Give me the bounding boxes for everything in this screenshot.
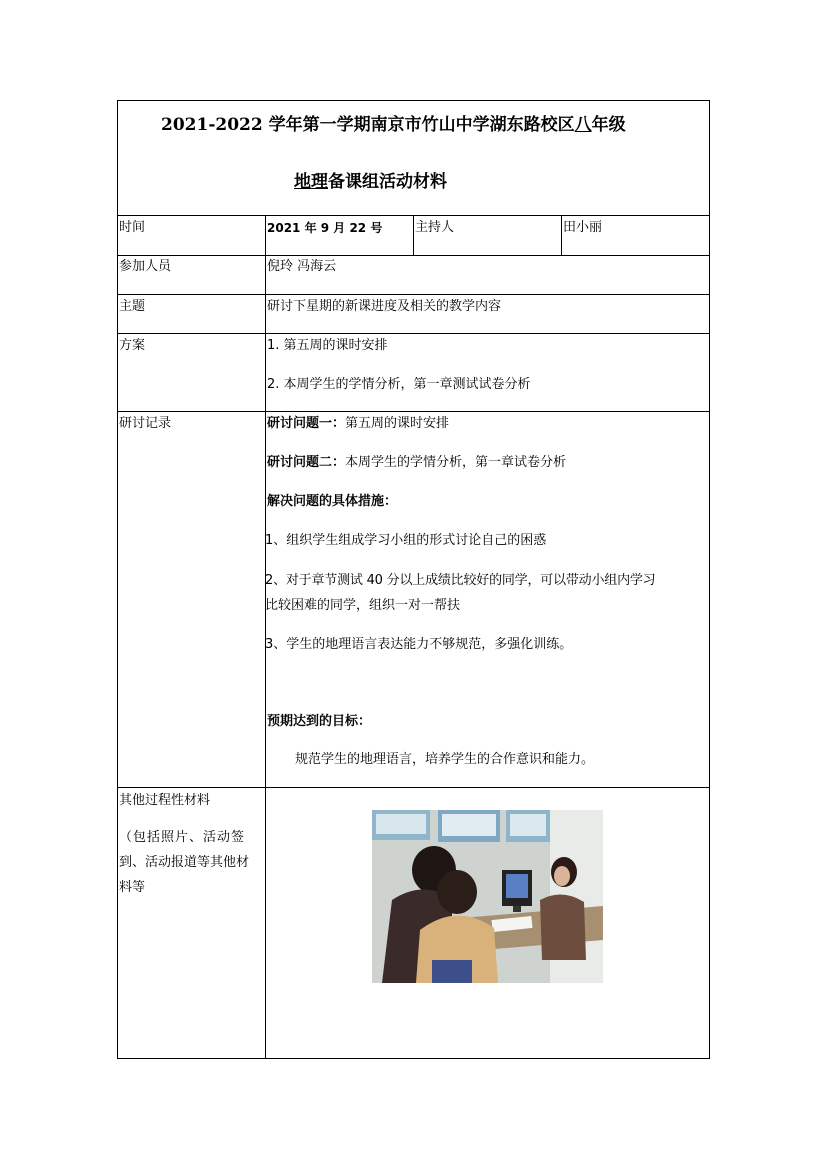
title-part-a: 2021-2022 学年第一学期南京市竹山中学湖东路校区 <box>161 115 575 135</box>
q1-label: 研讨问题一： <box>267 416 346 431</box>
other-note-1: （包括照片、活动签 <box>119 830 246 845</box>
measures-label: 解决问题的具体措施： <box>267 494 398 509</box>
topic-label: 主题 <box>119 299 146 314</box>
table-border-right <box>709 100 710 1059</box>
q1-text: 第五周的课时安排 <box>345 416 450 431</box>
page-title-line2 <box>294 171 447 193</box>
table-border-row3 <box>117 294 710 295</box>
title-part-c: 备课组活动材料 <box>328 172 447 192</box>
q2-label: 研讨问题二： <box>267 455 346 470</box>
plan-item: 2. 本周学生的学情分析，第一章测试试卷分析 <box>267 377 531 392</box>
record-question-1 <box>267 415 449 433</box>
measure-2b: 比较困难的同学，组织一对一帮扶 <box>265 598 461 613</box>
page-title-line1 <box>161 114 626 136</box>
host-label: 主持人 <box>415 220 455 235</box>
time-value: 2021 年 9 月 22 号 <box>267 221 383 235</box>
table-border-left <box>117 100 118 1059</box>
title-subject: 地理 <box>294 172 328 192</box>
members-value: 倪玲 冯海云 <box>267 259 337 274</box>
other-note-2: 到、活动报道等其他材 <box>119 855 250 870</box>
table-border-row5 <box>117 411 710 412</box>
goal-label: 预期达到的目标： <box>267 714 372 729</box>
measure-2a: 2、对于章节测试 40 分以上成绩比较好的同学，可以带动小组内学习 <box>265 573 656 588</box>
record-label: 研讨记录 <box>119 416 172 431</box>
topic-value: 研讨下星期的新课进度及相关的教学内容 <box>267 299 502 314</box>
plan-item: 1. 第五周的课时安排 <box>267 338 388 353</box>
time-label: 时间 <box>119 220 146 235</box>
table-border-row2 <box>117 255 710 256</box>
measure-3: 3、学生的地理语言表达能力不够规范，多强化训练。 <box>265 637 573 652</box>
title-part-b: 年级 <box>591 115 626 135</box>
other-label: 其他过程性材料 <box>119 793 211 808</box>
table-border-col-host-value <box>561 215 562 255</box>
members-label: 参加人员 <box>119 259 172 274</box>
q2-text: 本周学生的学情分析，第一章试卷分析 <box>345 455 567 470</box>
goal-text: 规范学生的地理语言，培养学生的合作意识和能力。 <box>295 752 595 767</box>
activity-photo-illustration <box>372 810 603 983</box>
table-border-top <box>117 100 710 101</box>
plan-label: 方案 <box>119 338 146 353</box>
table-border-col-host-label <box>413 215 414 255</box>
other-note-3: 料等 <box>119 880 146 895</box>
title-grade: 八 <box>574 115 592 135</box>
record-question-2 <box>267 454 566 472</box>
activity-photo <box>372 810 603 983</box>
measure-1: 1、组织学生组成学习小组的形式讨论自己的困惑 <box>265 533 547 548</box>
table-border-row4 <box>117 333 710 334</box>
table-border-row6 <box>117 787 710 788</box>
host-value: 田小丽 <box>563 220 603 235</box>
table-border-bottom <box>117 1058 710 1059</box>
